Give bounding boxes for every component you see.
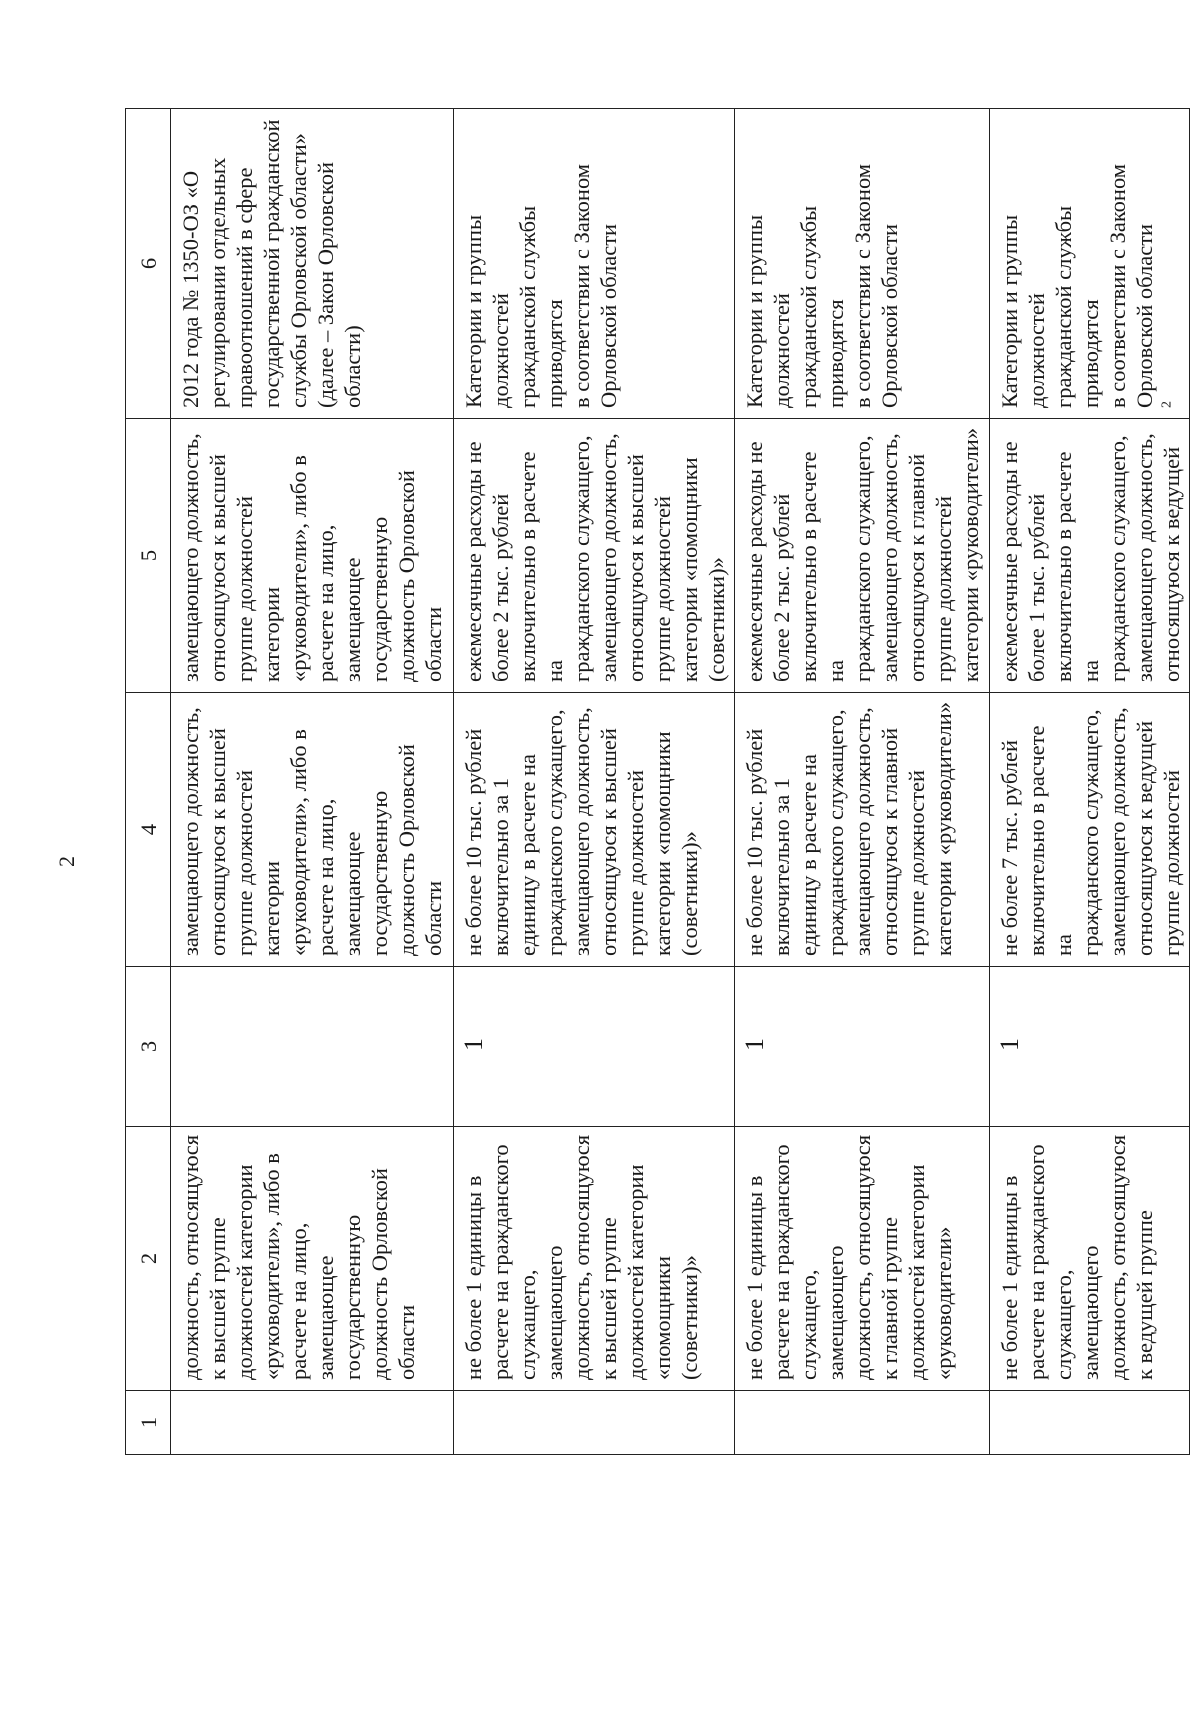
cell-text: не более 10 тыс. рублей включительно за 1 единицу в расчете на гражданского служащего, замещающего должность, относящуюся к высшей группе должностей категории «помощники (советники)» [461,707,702,956]
footnote-marker: 2 [1159,401,1175,408]
cell-text: ежемесячные расходы не более 2 тыс. рублей включительно в расчете на гражданского служащего, замещающего должность, относящуюся к высшей группе должностей категории «помощники (советники)» [461,433,729,682]
table-cell [171,967,454,1127]
cell-text: не более 1 единицы в расчете на гражданского служащего, замещающего должность, относящуюся к ведущей группе [997,1134,1157,1380]
column-number: 5 [126,419,171,693]
cell-text: ежемесячные расходы не более 1 тыс. рублей включительно в расчете на гражданского служащего, замещающего должность, относящуюся к ведущей [997,433,1184,682]
table-cell [990,693,1190,967]
column-number: 1 [126,1391,171,1455]
cell-text: не более 10 тыс. рублей включительно за 1 единицу в расчете на гражданского служащего, замещающего должность, относящуюся к главной группе должностей категории «руководители» [742,701,956,956]
table-cell [171,693,454,967]
table-cell [454,109,735,419]
table-row [454,109,735,1455]
cell-text: 2012 года № 1350-ОЗ «О регулировании отдельных правоотношений в сфере государственной гражданской службы Орловской области» (далее – Закон Орловской области) [178,119,365,408]
cell-text: замещающего должность, относящуюся к высшей группе должностей категории «руководители», либо в расчете на лицо, замещающее государственную должность Орловской области [178,707,446,956]
table-cell [990,419,1190,693]
table-cell [990,1127,1190,1391]
page-number: 2 [54,856,79,867]
table-cell [735,1127,990,1391]
table-cell [171,109,454,419]
table-cell [990,109,1190,419]
cell-text: Категории и группы должностей гражданской службы приводятся в соответствии с Законом Орловской области [742,163,902,408]
table-cell [735,693,990,967]
table-cell [171,1391,454,1455]
cell-text: не более 7 тыс. рублей включительно в расчете на гражданского служащего, замещающего должность, относящуюся к ведущей группе должностей [997,707,1184,956]
table-cell [171,419,454,693]
cell-text: должность, относящуюся к высшей группе должностей категории «руководители», либо в расчете на лицо, замещающее государственную должность Орловской области [178,1134,419,1380]
table-cell [735,967,990,1127]
column-number: 6 [126,109,171,419]
cell-text: 1 [995,1038,1024,1051]
cell-text: не более 1 единицы в расчете на гражданского служащего, замещающего должность, относящуюся к главной группе должностей категории «руководители» [742,1134,956,1380]
column-number-row [126,109,171,1455]
table-cell [454,967,735,1127]
table-cell [454,419,735,693]
column-number: 3 [126,967,171,1127]
cell-text: ежемесячные расходы не более 2 тыс. рублей включительно в расчете на гражданского служащего, замещающего должность, относящуюся к главной группе должностей категории «руководители» [742,427,983,682]
table-cell [990,1391,1190,1455]
table-row [171,109,454,1455]
table-cell [454,693,735,967]
cell-text: Категории и группы должностей гражданской службы приводятся в соответствии с Законом Орловской области [997,163,1157,408]
cell-text: 1 [459,1038,488,1051]
cell-text: 1 [740,1038,769,1051]
table-cell [735,109,990,419]
table-row [990,109,1190,1455]
cell-text: не более 1 единицы в расчете на гражданского служащего, замещающего должность, относящуюся к высшей группе должностей категории «помощники (советники)» [461,1134,702,1380]
table-row [735,109,990,1455]
table-cell [454,1127,735,1391]
column-number: 4 [126,693,171,967]
cell-text: замещающего должность, относящуюся к высшей группе должностей категории «руководители», либо в расчете на лицо, замещающее государственную должность Орловской области [178,433,446,682]
table-cell [454,1391,735,1455]
column-number: 2 [126,1127,171,1391]
table-cell [735,419,990,693]
table-cell [171,1127,454,1391]
data-table [125,108,1190,1455]
table-cell [990,967,1190,1127]
table-cell [735,1391,990,1455]
cell-text: Категории и группы должностей гражданской службы приводятся в соответствии с Законом Орловской области [461,163,621,408]
